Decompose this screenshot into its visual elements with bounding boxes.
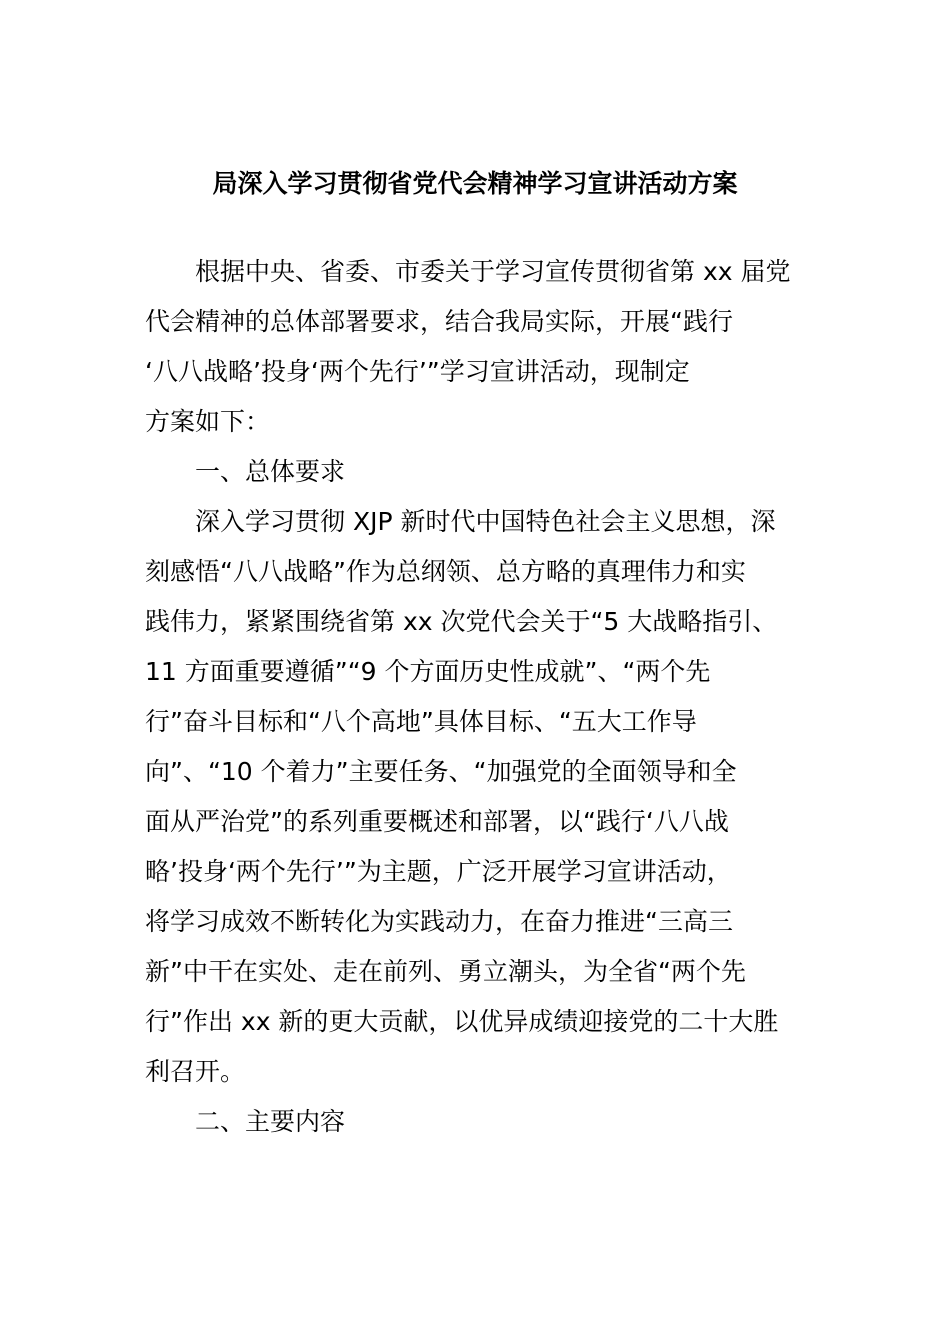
- paragraph-line: 行”奋斗目标和“八个高地”具体目标、“五大工作导: [145, 707, 697, 736]
- paragraph-line: 11 方面重要遵循”“9 个方面历史性成就”、“两个先: [145, 657, 711, 686]
- document-body: [145, 247, 805, 1147]
- paragraph-line: ‘八八战略’投身‘两个先行’”学习宣讲活动，现制定: [145, 357, 690, 386]
- paragraph-line: 向”、“10 个着力”主要任务、“加强党的全面领导和全: [145, 757, 737, 786]
- paragraph-line: 代会精神的总体部署要求，结合我局实际，开展“践行: [145, 307, 733, 336]
- paragraph-line: 方案如下：: [145, 407, 271, 436]
- paragraph-line: 刻感悟“八八战略”作为总纲领、总方略的真理伟力和实: [145, 557, 746, 586]
- paragraph-line: 利召开。: [145, 1057, 246, 1086]
- paragraph-line: 践伟力，紧紧围绕省第 xx 次党代会关于“5 大战略指引、: [145, 607, 778, 636]
- paragraph-line: 将学习成效不断转化为实践动力，在奋力推进“三高三: [145, 907, 733, 936]
- section-heading-general-requirements: 一、总体要求: [195, 457, 346, 486]
- document-title: 局深入学习贯彻省党代会精神学习宣讲活动方案: [212, 169, 738, 198]
- paragraph-line: 行”作出 xx 新的更大贡献，以优异成绩迎接党的二十大胜: [145, 1007, 779, 1036]
- paragraph-line: 新”中干在实处、走在前列、勇立潮头，为全省“两个先: [145, 957, 746, 986]
- paragraph-line: 深入学习贯彻 XJP 新时代中国特色社会主义思想，深: [195, 507, 776, 536]
- paragraph-line: 根据中央、省委、市委关于学习宣传贯彻省第 xx 届党: [195, 257, 791, 286]
- paragraph-line: 面从严治党”的系列重要概述和部署，以“践行‘八八战: [145, 807, 729, 836]
- section-heading-main-content: 二、主要内容: [195, 1107, 346, 1136]
- paragraph-line: 略’投身‘两个先行’”为主题，广泛开展学习宣讲活动，: [145, 857, 732, 886]
